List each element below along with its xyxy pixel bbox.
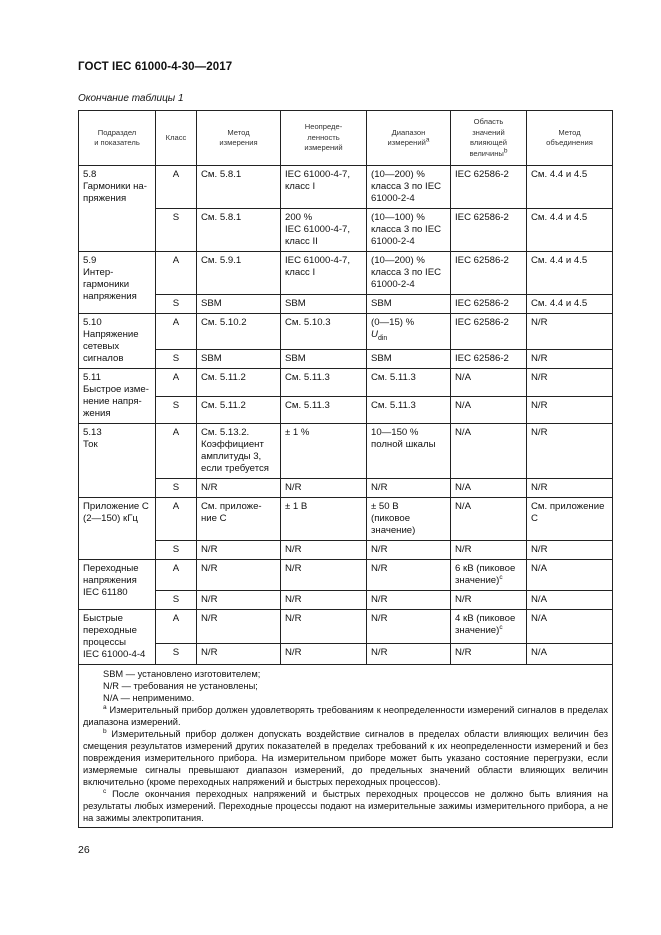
range-cell: [367, 349, 451, 368]
class-text: A: [172, 563, 180, 574]
influence-text: IEC 62586-2: [455, 298, 509, 309]
range-text: См. 5.11.3: [371, 372, 416, 383]
influence-text: N/R: [455, 594, 472, 605]
method-text: См. 5.11.2: [201, 399, 246, 411]
aggregation-cell: [527, 591, 613, 610]
method-text: См. 5.9.1: [201, 255, 242, 266]
header-aggregation: Метод объединения: [527, 111, 613, 166]
uncertainty-cell: [281, 369, 367, 397]
range-cell: [367, 396, 451, 424]
aggregation-text: N/A: [531, 647, 547, 659]
aggregation-cell: [527, 295, 613, 314]
influence-text: 6 кВ (пиковое значение): [455, 563, 516, 586]
method-cell: [197, 252, 281, 295]
table-row: [79, 166, 613, 209]
class-cell: [156, 314, 197, 350]
class-cell: [156, 479, 197, 498]
range-cell: [367, 591, 451, 610]
footnote-mark-c: c: [103, 787, 107, 795]
influence-text: IEC 62586-2: [455, 352, 509, 364]
influence-cell: [451, 498, 527, 541]
table-body: [79, 166, 613, 665]
range-text: N/R: [371, 482, 388, 493]
subsection-cell: 5.9 Интер- гармоники напряжения: [79, 252, 156, 314]
range-cell: [367, 166, 451, 209]
uncertainty-text: SBM: [285, 352, 306, 364]
range-cell: [367, 610, 451, 644]
uncertainty-cell: [281, 396, 367, 424]
uncertainty-cell: [281, 560, 367, 591]
uncertainty-cell: [281, 591, 367, 610]
aggregation-cell: [527, 541, 613, 560]
method-cell: [197, 644, 281, 665]
influence-cell: [451, 610, 527, 644]
footnote-ref-c: c: [499, 573, 503, 581]
uncertainty-text: N/R: [285, 594, 302, 605]
header-influence-cell: [451, 111, 527, 166]
uncertainty-text: N/R: [285, 647, 302, 659]
class-text: A: [172, 501, 180, 512]
subsection-cell: Быстрые переходные процессы IEC 61000-4-4: [79, 610, 156, 665]
aggregation-cell: [527, 610, 613, 644]
aggregation-cell: [527, 349, 613, 368]
method-text: N/R: [201, 594, 218, 605]
aggregation-cell: [527, 498, 613, 541]
range-cell: [367, 541, 451, 560]
range-text: (10—200) % класса 3 по IEC 61000-2-4: [371, 169, 442, 204]
range-cell: [367, 209, 451, 252]
aggregation-cell: [527, 369, 613, 397]
influence-text: N/A: [455, 501, 471, 512]
voltage-symbol: U: [371, 329, 378, 340]
method-cell: [197, 314, 281, 350]
aggregation-text: N/A: [531, 613, 547, 624]
influence-text: N/A: [455, 372, 471, 383]
aggregation-cell: [527, 252, 613, 295]
class-text: A: [172, 255, 180, 266]
class-cell: [156, 349, 197, 368]
table-row: [79, 314, 613, 350]
class-text: S: [172, 212, 180, 223]
uncertainty-cell: [281, 252, 367, 295]
uncertainty-cell: [281, 541, 367, 560]
class-cell: [156, 560, 197, 591]
aggregation-text: См. приложение С: [531, 501, 605, 524]
aggregation-cell: [527, 424, 613, 479]
method-text: См. 5.13.2. Коэффициент амплитуды 3, если требуется: [201, 427, 269, 474]
uncertainty-cell: [281, 295, 367, 314]
uncertainty-cell: [281, 349, 367, 368]
header-influence: Область значений влияющей величины: [469, 117, 507, 158]
table-row: [79, 560, 613, 591]
subsection-cell: 5.10 Напряжение сетевых сигналов: [79, 314, 156, 369]
range-cell: [367, 295, 451, 314]
range-cell: [367, 252, 451, 295]
table-row: [79, 396, 613, 424]
header-range-cell: [367, 111, 451, 166]
table-row: [79, 591, 613, 610]
subsection-cell: Переходные напряжения IEC 61180: [79, 560, 156, 610]
aggregation-text: См. 4.4 и 4.5: [531, 255, 588, 266]
uncertainty-text: IEC 61000-4-7, класс I: [285, 169, 351, 192]
class-text: S: [172, 482, 180, 493]
uncertainty-text: 200 % IEC 61000-4-7, класс II: [285, 212, 351, 247]
influence-text: N/A: [455, 399, 471, 411]
influence-text: N/A: [455, 427, 471, 438]
uncertainty-text: См. 5.11.3: [285, 372, 330, 383]
uncertainty-cell: [281, 314, 367, 350]
document-title: ГОСТ IEC 61000-4-30—2017: [78, 61, 233, 73]
uncertainty-text: N/R: [285, 544, 302, 555]
uncertainty-text: N/R: [285, 482, 302, 493]
influence-text: IEC 62586-2: [455, 317, 509, 328]
influence-cell: [451, 166, 527, 209]
method-text: См. 5.11.2: [201, 372, 246, 383]
class-cell: [156, 252, 197, 295]
method-text: N/R: [201, 647, 218, 659]
method-text: См. 5.8.1: [201, 212, 242, 223]
influence-cell: [451, 396, 527, 424]
aggregation-cell: [527, 644, 613, 665]
uncertainty-text: См. 5.11.3: [285, 399, 330, 411]
footnote-ref-a: a: [425, 136, 430, 144]
influence-cell: [451, 541, 527, 560]
range-cell: [367, 369, 451, 397]
page-number: 26: [78, 844, 90, 856]
subsection-cell: 5.11 Быстрое изме- нение напря- жения: [79, 369, 156, 424]
range-text: (0—15) %: [371, 317, 415, 328]
table-header: [79, 111, 613, 166]
table-row: [79, 209, 613, 252]
method-cell: [197, 295, 281, 314]
table-row: [79, 252, 613, 295]
range-cell: [367, 560, 451, 591]
method-cell: [197, 479, 281, 498]
class-cell: [156, 166, 197, 209]
range-text: N/R: [371, 544, 388, 555]
subsection-cell: Приложение С (2—150) кГц: [79, 498, 156, 560]
method-text: См. приложе- ние С: [201, 501, 262, 524]
aggregation-text: N/R: [531, 399, 548, 411]
header-range: Диапазон измерений: [387, 127, 426, 147]
class-cell: [156, 369, 197, 397]
footnote-ref-c: c: [499, 623, 503, 631]
class-cell: [156, 209, 197, 252]
aggregation-text: N/R: [531, 427, 548, 438]
subsection-cell: 5.13 Ток: [79, 424, 156, 498]
class-text: A: [172, 169, 180, 180]
method-text: N/R: [201, 613, 218, 624]
aggregation-cell: [527, 209, 613, 252]
method-text: N/R: [201, 482, 218, 493]
range-cell: [367, 479, 451, 498]
abbreviation-na: N/A — неприменимо.: [103, 693, 195, 703]
footnote-c-text: После окончания переходных напряжений и быстрых переходных процессов не должно быть влияния на результаты любых измерений. Переходные процессы подают на измерительные зажимы измерительного прибора, а не на зажимы электропитания.: [83, 789, 608, 823]
influence-cell: [451, 560, 527, 591]
method-text: SBM: [201, 298, 222, 309]
method-cell: [197, 166, 281, 209]
class-text: S: [172, 399, 180, 411]
uncertainty-text: IEC 61000-4-7, класс I: [285, 255, 351, 278]
range-text: N/R: [371, 647, 388, 659]
class-text: A: [172, 317, 180, 328]
header-method: Метод измерения: [197, 111, 281, 166]
method-cell: [197, 396, 281, 424]
influence-cell: [451, 479, 527, 498]
table-row: [79, 644, 613, 665]
class-text: S: [172, 594, 180, 605]
aggregation-cell: [527, 396, 613, 424]
class-cell: [156, 541, 197, 560]
influence-cell: [451, 252, 527, 295]
range-cell: [367, 314, 451, 350]
range-cell: [367, 644, 451, 665]
uncertainty-cell: [281, 479, 367, 498]
requirements-table: [78, 110, 613, 828]
uncertainty-text: N/R: [285, 613, 302, 624]
footnote-ref-b: b: [503, 146, 508, 154]
class-text: A: [172, 427, 180, 438]
table-row: [79, 610, 613, 644]
uncertainty-cell: [281, 644, 367, 665]
aggregation-text: См. 4.4 и 4.5: [531, 298, 588, 309]
range-text: См. 5.11.3: [371, 399, 416, 411]
influence-text: IEC 62586-2: [455, 212, 509, 223]
class-cell: [156, 610, 197, 644]
subsection-cell: 5.8 Гармоники на- пряжения: [79, 166, 156, 252]
uncertainty-cell: [281, 166, 367, 209]
footnote-mark-a: a: [103, 703, 107, 711]
method-text: N/R: [201, 563, 218, 574]
footnote-b: [83, 728, 608, 788]
range-cell: [367, 424, 451, 479]
uncertainty-text: SBM: [285, 298, 306, 309]
range-cell: [367, 498, 451, 541]
influence-text: 4 кВ (пиковое значение): [455, 613, 516, 636]
class-cell: [156, 591, 197, 610]
uncertainty-text: См. 5.10.3: [285, 317, 331, 328]
table-row: [79, 541, 613, 560]
aggregation-text: N/R: [531, 352, 548, 364]
method-cell: [197, 424, 281, 479]
method-cell: [197, 610, 281, 644]
influence-cell: [451, 349, 527, 368]
footnote-mark-b: b: [103, 727, 107, 735]
header-uncertainty: Неопреде- ленность измерений: [281, 111, 367, 166]
range-text: (10—200) % класса 3 по IEC 61000-2-4: [371, 255, 442, 290]
influence-cell: [451, 644, 527, 665]
table-notes: [79, 665, 613, 828]
aggregation-cell: [527, 560, 613, 591]
class-cell: [156, 424, 197, 479]
table-row: [79, 479, 613, 498]
uncertainty-cell: [281, 209, 367, 252]
range-text: N/R: [371, 613, 388, 624]
table-row: [79, 424, 613, 479]
influence-cell: [451, 314, 527, 350]
footnote-b-text: Измерительный прибор должен допускать воздействие сигналов в пределах области влияющих величин без смещения результатов измерений других показателей в пределах требований к их неопределенности измерений и без повреждения измерительного прибора. На измерительном приборе может быть указано состояние перегрузки, если измеряемые сигналы превышают диапазон измерений, до предельных значений области влияющих величин включительно (кроме переходных напряжений и быстрых переходных процессов).: [83, 729, 608, 787]
aggregation-text: N/R: [531, 482, 548, 493]
uncertainty-text: ± 1 В: [285, 501, 308, 512]
method-cell: [197, 369, 281, 397]
aggregation-cell: [527, 479, 613, 498]
method-cell: [197, 560, 281, 591]
class-text: A: [172, 372, 180, 383]
class-cell: [156, 295, 197, 314]
header-class: Класс: [156, 111, 197, 166]
aggregation-text: N/R: [531, 317, 548, 328]
aggregation-text: N/R: [531, 544, 548, 555]
abbreviation-nr: N/R — требования не установлены;: [103, 681, 258, 691]
method-cell: [197, 541, 281, 560]
class-cell: [156, 644, 197, 665]
influence-text: N/A: [455, 482, 471, 493]
aggregation-cell: [527, 314, 613, 350]
influence-cell: [451, 424, 527, 479]
table-row: [79, 369, 613, 397]
aggregation-text: N/A: [531, 594, 547, 605]
influence-text: IEC 62586-2: [455, 169, 509, 180]
influence-cell: [451, 369, 527, 397]
range-text: SBM: [371, 352, 392, 364]
method-cell: [197, 209, 281, 252]
method-cell: [197, 591, 281, 610]
table-row: [79, 295, 613, 314]
uncertainty-cell: [281, 424, 367, 479]
aggregation-text: N/A: [531, 563, 547, 574]
method-text: N/R: [201, 544, 218, 555]
influence-text: N/R: [455, 647, 472, 659]
uncertainty-text: ± 1 %: [285, 427, 310, 438]
method-cell: [197, 498, 281, 541]
range-text: (10—100) % класса 3 по IEC 61000-2-4: [371, 212, 442, 247]
range-text: SBM: [371, 298, 392, 309]
method-text: См. 5.10.2: [201, 317, 247, 328]
class-cell: [156, 498, 197, 541]
influence-cell: [451, 209, 527, 252]
footnote-a: [83, 704, 608, 728]
aggregation-cell: [527, 166, 613, 209]
method-text: См. 5.8.1: [201, 169, 242, 180]
aggregation-text: См. 4.4 и 4.5: [531, 212, 588, 223]
class-text: S: [172, 544, 180, 555]
uncertainty-cell: [281, 610, 367, 644]
table-row: [79, 349, 613, 368]
class-text: S: [172, 298, 180, 309]
influence-cell: [451, 295, 527, 314]
uncertainty-text: N/R: [285, 563, 302, 574]
range-text: N/R: [371, 594, 388, 605]
method-text: SBM: [201, 352, 222, 364]
table-row: [79, 498, 613, 541]
footnote-c: [83, 788, 608, 824]
aggregation-text: См. 4.4 и 4.5: [531, 169, 588, 180]
class-text: S: [172, 352, 180, 364]
class-cell: [156, 396, 197, 424]
table-caption: Окончание таблицы 1: [78, 93, 184, 104]
abbreviation-sbm: SBM — установлено изготовителем;: [103, 669, 261, 679]
range-text: ± 50 В (пиковое значение): [371, 501, 416, 536]
class-text: S: [172, 647, 180, 659]
influence-text: N/R: [455, 544, 472, 555]
method-cell: [197, 349, 281, 368]
voltage-symbol-subscript: din: [377, 334, 388, 342]
range-text: 10—150 % полной шкалы: [371, 427, 436, 450]
header-subsection: Подраздел и показатель: [79, 111, 156, 166]
footnote-a-text: Измерительный прибор должен удовлетворять требованиям к неопределенности измерений сигналов в пределах диапазона измерений.: [83, 705, 608, 727]
influence-text: IEC 62586-2: [455, 255, 509, 266]
aggregation-text: N/R: [531, 372, 548, 383]
range-text: N/R: [371, 563, 388, 574]
influence-cell: [451, 591, 527, 610]
class-text: A: [172, 613, 180, 624]
uncertainty-cell: [281, 498, 367, 541]
